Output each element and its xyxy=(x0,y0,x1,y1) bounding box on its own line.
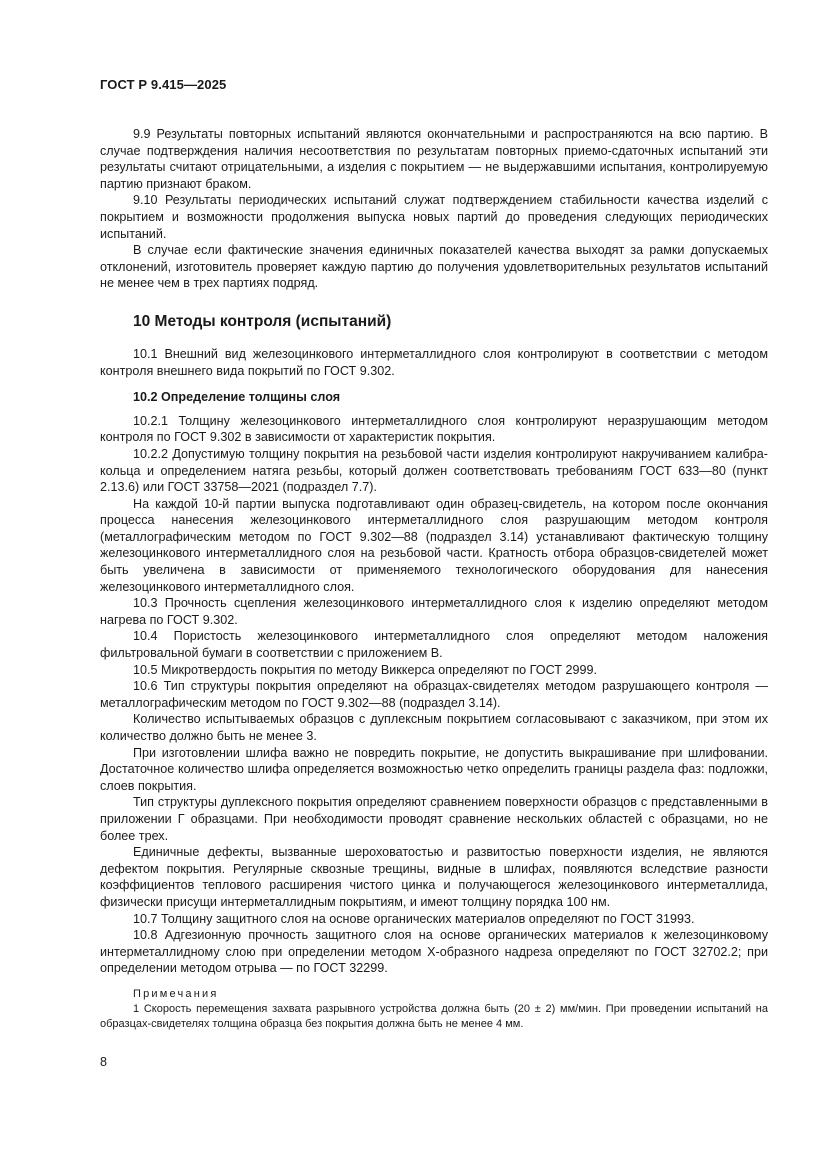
paragraph-10-7: 10.7 Толщину защитного слоя на основе органических материалов определяют по ГОСТ 31993. xyxy=(133,911,695,926)
paragraph-9-10: 9.10 Результаты периодических испытаний служат подтверждением стабильности качества изделий с покрытием и возможности продолжения выпуска новых партий до проведения следующих периодических испытаний. xyxy=(100,193,768,241)
paragraph-witness-sample: На каждой 10-й партии выпуска подготавливают один образец-свидетель, на котором после окончания процесса нанесения железоцинкового интерметаллидного слоя разрушающим методом контроля (металлографическим методом по ГОСТ 9.302—88 (подраздел 3.14) устанавливают фактическую толщину железоцинкового интерметаллидного слоя на резьбовой части. Кратность отбора образцов-свидетелей может быть увеличена в зависимости от применяемого технологического оборудования для нанесения железоцинкового интерметаллидного слоя. xyxy=(100,496,768,594)
paragraph-structure-type: Тип структуры дуплексного покрытия определяют сравнением поверхности образцов с представленными в приложении Г образцами. При необходимости проводят сравнение нескольких областей с образцами, но не более трех. xyxy=(100,795,768,843)
paragraph-10-8: 10.8 Адгезионную прочность защитного слоя на основе органических материалов к железоцинковому интерметаллидному слою при определении методом Х-образного надреза определяют по ГОСТ 32702.2; при определении методом отрыва — по ГОСТ 32299. xyxy=(100,928,768,976)
paragraph-9-10-continued: В случае если фактические значения единичных показателей качества выходят за рамки допускаемых отклонений, изготовитель проверяет каждую партию до получения удовлетворительных результатов испытаний не менее чем в трех партиях подряд. xyxy=(100,243,768,291)
paragraph-10-5: 10.5 Микротвердость покрытия по методу Виккерса определяют по ГОСТ 2999. xyxy=(133,662,597,677)
paragraph-sample-count: Количество испытываемых образцов с дуплексным покрытием согласовывают с заказчиком, при этом их количество должно быть не менее 3. xyxy=(100,712,768,743)
notes-title: Примечания xyxy=(133,987,219,1000)
paragraph-10-4: 10.4 Пористость железоцинкового интерметаллидного слоя определяют методом наложения фильтровальной бумаги в соответствии с приложением В. xyxy=(100,629,768,661)
paragraph-defects: Единичные дефекты, вызванные шероховатостью и развитостью поверхности изделия, не являются дефектом покрытия. Регулярные сквозные трещины, видные в шлифах, появляются вследствие разности коэффициентов теплового расширения чистого цинка и получающегося железоцинкового интерметаллида, физически присущи интерметаллидным покрытиям, и имеют толщину порядка 100 нм. xyxy=(100,845,768,909)
paragraph-10-2-1: 10.2.1 Толщину железоцинкового интерметаллидного слоя контролируют неразрушающим методом контроля по ГОСТ 9.302 в зависимости от характеристик покрытия. xyxy=(100,413,768,445)
paragraph-10-1: 10.1 Внешний вид железоцинкового интерметаллидного слоя контролируют в соответствии с методом контроля внешнего вида покрытий по ГОСТ 9.302. xyxy=(100,346,768,378)
paragraph-10-6: 10.6 Тип структуры покрытия определяют на образцах-свидетелях методом разрушающего контроля — металлографическим методом по ГОСТ 9.302—88 (подраздел 3.14). xyxy=(100,679,768,710)
section-10-title: 10 Методы контроля (испытаний) xyxy=(133,312,392,330)
paragraph-10-2-2: 10.2.2 Допустимую толщину покрытия на резьбовой части изделия контролируют накручиванием калибра-кольца и определением натяга резьбы, который должен соответствовать требованиям ГОСТ 633—80 (пункт 2.13.6) или ГОСТ 33758—2021 (подраздел 7.7). xyxy=(100,446,768,495)
paragraph-9-9: 9.9 Результаты повторных испытаний являются окончательными и распространяются на всю партию. В случае подтверждения наличия несоответствия по результатам повторных приемо-сдаточных испытаний эти результаты считают отрицательными, а изделия с покрытием — не выдержавшими испытания, контролируемую партию признают браком. xyxy=(100,127,768,191)
document-header: ГОСТ Р 9.415—2025 xyxy=(100,77,227,92)
page-content xyxy=(100,126,768,1032)
paragraph-10-3: 10.3 Прочность сцепления железоцинкового интерметаллидного слоя к изделию определяют методом нагрева по ГОСТ 9.302. xyxy=(100,596,768,627)
subsection-10-2-title: 10.2 Определение толщины слоя xyxy=(133,390,341,405)
paragraph-section-prep: При изготовлении шлифа важно не повредить покрытие, не допустить выкрашивание при шлифовании. Достаточное количество шлифа определяется возможностью четко определить границы раздела фаз: подложки, слоев покрытия. xyxy=(100,745,768,793)
page-number: 8 xyxy=(100,1055,108,1069)
notes-block xyxy=(100,987,768,1032)
note-1: 1 Скорость перемещения захвата разрывного устройства должна быть (20 ± 2) мм/мин. При проведении испытаний на образцах-свидетелях толщина образца без покрытия должна быть не менее 4 мм. xyxy=(100,1002,768,1030)
